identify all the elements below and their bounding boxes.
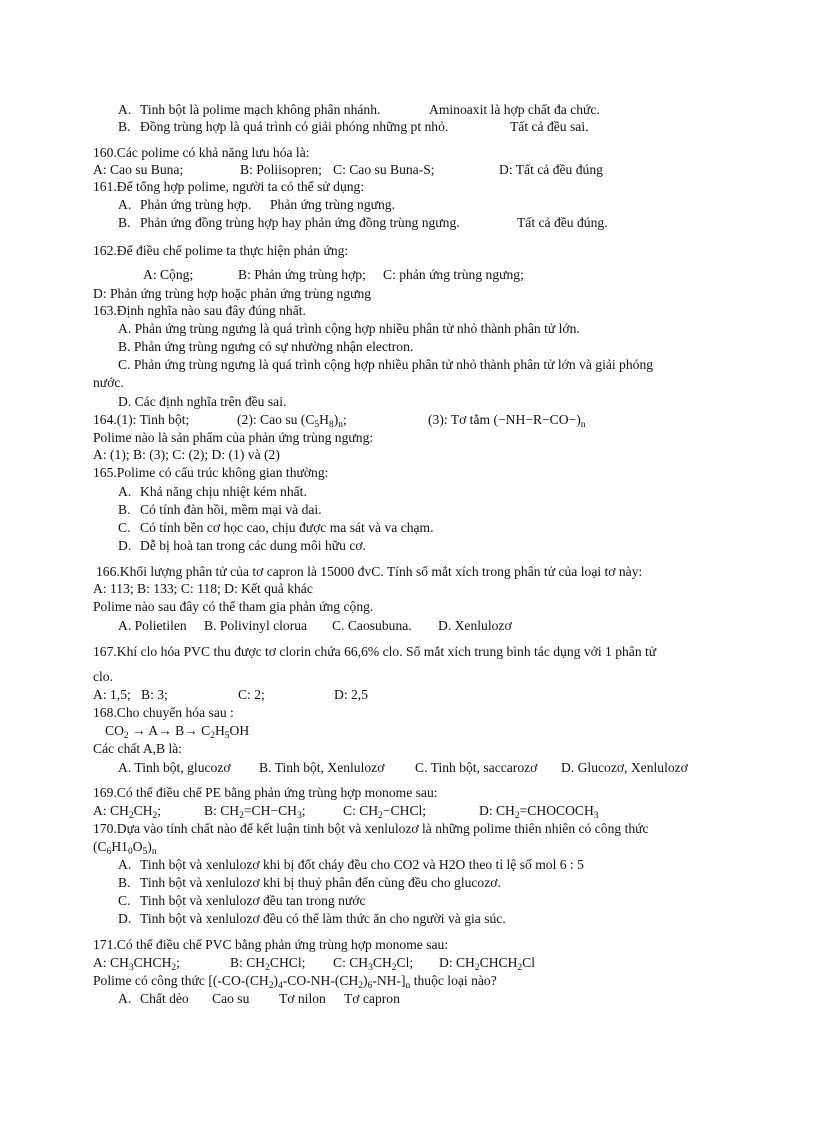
option-a — [93, 955, 180, 971]
text: A: CH — [93, 955, 129, 970]
q171-stem: 171.Có thể điều chế PVC bằng phản ứng trùng hợp monome sau: — [93, 937, 449, 952]
option-c: C: 2; — [238, 687, 265, 702]
text: CH — [133, 803, 153, 818]
option-text: Phản ứng trùng hợp. — [140, 197, 252, 212]
q163-option-d: D. Các định nghĩa trên đều sai. — [118, 394, 287, 409]
option-text: Đồng trùng hợp là quá trình có giải phóng những pt nhỏ. — [140, 119, 449, 134]
q170-stem: 170.Dựa vào tính chất nào để kết luận tinh bột và xenlulozơ là những polime thiên nhiên có công thức — [93, 821, 649, 836]
q164-options: A: (1); B: (3); C: (2); D: (1) và (2) — [93, 447, 280, 462]
option-text: Khả năng chịu nhiệt kém nhất. — [140, 484, 307, 499]
text: ) — [363, 973, 368, 988]
subscript: 6 — [106, 847, 112, 857]
subscript: 2 — [474, 963, 480, 973]
subscript: 8 — [328, 420, 334, 430]
option-letter: C. — [118, 520, 131, 535]
option-d: D: 2,5 — [334, 687, 368, 702]
option-letter: C. — [118, 893, 131, 908]
option-a — [93, 803, 161, 819]
option-text: Tinh bột và xenlulozơ khi bị đốt cháy đều cho CO2 và H2O theo tỉ lệ số mol 6 : 5 — [140, 857, 584, 872]
option-b — [204, 803, 306, 819]
option-letter: A. — [118, 102, 132, 117]
text: (2): Cao su (C — [237, 412, 315, 427]
text: =CHOCOCH — [519, 803, 594, 818]
option-d — [439, 955, 535, 971]
subscript: 4 — [278, 981, 283, 991]
subscript: 3 — [593, 811, 599, 821]
subscript: 3 — [297, 811, 302, 821]
option-a: A: Cao su Buna; — [93, 162, 184, 177]
q166-stem-2: Polime nào sau đây có thể tham gia phản ứng cộng. — [93, 599, 374, 614]
q163-option-c-cont: nước. — [93, 375, 124, 390]
text: H — [319, 412, 329, 427]
option-text: Tinh bột là polime mạch không phân nhánh. — [140, 102, 381, 117]
text: → A→ B→ C — [128, 723, 211, 738]
option-text: Có tính đàn hồi, mềm mại và dai. — [140, 502, 322, 517]
q167-stem: 167.Khí clo hóa PVC thu được tơ clorin chứa 66,6% clo. Số mắt xích trung bình tác dụng với 1 phân tử — [93, 644, 657, 659]
subscript: 5 — [314, 420, 320, 430]
text: ; — [301, 803, 306, 818]
option-b: B: Poliisopren; — [240, 162, 322, 177]
option-c — [333, 955, 413, 971]
option-a: A. Tinh bột, glucozơ — [118, 760, 231, 775]
option-text: Tất cả đều đúng. — [517, 215, 608, 230]
text: Cl — [522, 955, 536, 970]
text: D: CH — [439, 955, 475, 970]
subscript: 6 — [367, 981, 373, 991]
option-b: B. Polivinyl clorua — [204, 618, 308, 633]
option-c: C. Tinh bột, saccarozơ — [415, 760, 538, 775]
item-1: 164.(1): Tinh bột; — [93, 412, 190, 427]
q168-stem: 168.Cho chuyển hóa sau : — [93, 705, 234, 720]
subscript: n — [151, 847, 157, 857]
option-c: C. Caosubuna. — [332, 618, 412, 633]
text: Polime có công thức [(-CO-(CH — [93, 973, 269, 988]
subscript: 2 — [391, 963, 397, 973]
text: ; — [343, 412, 347, 427]
option-letter: B. — [118, 875, 131, 890]
subscript: 2 — [171, 963, 177, 973]
text: ) — [147, 839, 152, 854]
subscript: 2 — [123, 731, 129, 741]
option-text: Tinh bột và xenlulozơ đều tan trong nước — [140, 893, 366, 908]
subscript: n — [580, 420, 586, 430]
text: −CHCl; — [382, 803, 427, 818]
subscript: 0 — [127, 847, 133, 857]
subscript: 2 — [239, 811, 244, 821]
text: =CH−CH — [243, 803, 297, 818]
option-c: Tơ nilon — [279, 991, 326, 1006]
q168-chain — [105, 723, 249, 739]
option-text: Phản ứng đồng trùng hợp hay phản ứng đồng trùng ngưng. — [140, 215, 460, 230]
option-letter: A. — [118, 484, 132, 499]
option-text: Tinh bột và xenlulozơ khi bị thuỷ phân đến cùng đều cho glucozơ. — [140, 875, 501, 890]
text: thuộc loại nào? — [410, 973, 497, 988]
option-text: Tinh bột và xenlulozơ đều có thể làm thức ăn cho người và gia súc. — [140, 911, 506, 926]
text: O — [132, 839, 143, 854]
option-b — [230, 955, 305, 971]
option-d: D. Glucozơ, Xenlulozơ — [561, 760, 688, 775]
text: CO — [105, 723, 124, 738]
text: C: CH — [343, 803, 379, 818]
item-2 — [237, 412, 347, 428]
text: C: CH — [333, 955, 369, 970]
option-letter: D. — [118, 538, 132, 553]
text: -NH-] — [372, 973, 406, 988]
option-letter: B. — [118, 215, 131, 230]
option-b: Cao su — [212, 991, 250, 1006]
text: B: CH — [230, 955, 266, 970]
option-a: A: 1,5; — [93, 687, 131, 702]
text: ; — [157, 803, 162, 818]
option-text: Dễ bị hoà tan trong các dung môi hữu cơ. — [140, 538, 366, 553]
text: OH — [229, 723, 250, 738]
option-d: D. Xenlulozơ — [438, 618, 512, 633]
subscript: 2 — [265, 963, 270, 973]
q169-stem: 169.Có thể điều chế PE bằng phản ứng trùng hợp monome sau: — [93, 785, 438, 800]
subscript: 2 — [210, 731, 215, 741]
q166-options: A: 113; B: 133; C: 118; D: Kết quả khác — [93, 581, 313, 596]
option-text: Có tính bền cơ học cao, chịu được ma sát và va chạm. — [140, 520, 434, 535]
q163-option-c: C. Phản ứng trùng ngưng là quá trình cộng hợp nhiều phân tử nhỏ thành phân tử lớn và giải phóng — [118, 357, 654, 372]
subscript: 3 — [128, 963, 134, 973]
text: (3): Tơ tằm (−NH−R−CO−) — [428, 412, 581, 427]
text: B: CH — [204, 803, 240, 818]
option-b: B: 3; — [141, 687, 168, 702]
q166-stem: 166.Khối lượng phân tử của tơ capron là 15000 đvC. Tính số mắt xích trong phân tử của loại tơ này: — [96, 564, 643, 579]
q162-stem: 162.Để điều chế polime ta thực hiện phản ứng: — [93, 243, 349, 258]
text: ) — [273, 973, 279, 988]
option-letter: B. — [118, 502, 131, 517]
text: CH — [372, 955, 392, 970]
option-letter: A. — [118, 197, 132, 212]
subscript: 2 — [517, 963, 523, 973]
text: A: CH — [93, 803, 129, 818]
option-a: A: Cộng; — [143, 267, 194, 282]
subscript: 2 — [268, 981, 274, 991]
q170-formula — [93, 839, 157, 855]
text: H — [214, 723, 225, 738]
option-c — [343, 803, 426, 819]
text: ; — [176, 955, 180, 970]
option-a: A. Polietilen — [118, 618, 187, 633]
text: -CO-NH-(CH — [282, 973, 359, 988]
q163-option-a: A. Phản ứng trùng ngưng là quá trình cộng hợp nhiều phân tử nhỏ thành phân tử lớn. — [118, 321, 580, 336]
option-letter: B. — [118, 119, 131, 134]
q171-stem-2 — [93, 973, 497, 989]
q167-stem-cont: clo. — [93, 669, 114, 684]
option-text: Phản ứng trùng ngưng. — [270, 197, 395, 212]
subscript: 2 — [514, 811, 520, 821]
subscript: 2 — [358, 981, 364, 991]
q162-option-d: D: Phản ứng trùng hợp hoặc phản ứng trùng ngưng — [93, 286, 372, 301]
text: Cl; — [396, 955, 414, 970]
subscript: 5 — [224, 731, 230, 741]
q163-option-b: B. Phản ứng trùng ngưng có sự nhường nhận electron. — [118, 339, 414, 354]
option-d: Tơ capron — [344, 991, 400, 1006]
option-d — [479, 803, 599, 819]
text: ) — [333, 412, 339, 427]
subscript: 2 — [128, 811, 134, 821]
option-letter: A. — [118, 991, 132, 1006]
text: CHCl; — [269, 955, 306, 970]
subscript: 5 — [142, 847, 148, 857]
text: (C — [93, 839, 107, 854]
option-text: Aminoaxit là hợp chất đa chức. — [429, 102, 600, 117]
text: CHCH — [479, 955, 518, 970]
subscript: 2 — [378, 811, 383, 821]
option-letter: D. — [118, 911, 132, 926]
text: D: CH — [479, 803, 515, 818]
q161-stem: 161.Để tổng hợp polime, người ta có thể sử dụng: — [93, 179, 365, 194]
q163-stem: 163.Định nghĩa nào sau đây đúng nhất. — [93, 303, 306, 318]
item-3 — [428, 412, 586, 428]
subscript: n — [338, 420, 344, 430]
option-b: B: Phản ứng trùng hợp; — [238, 267, 366, 282]
option-letter: A. — [118, 857, 132, 872]
subscript: 3 — [368, 963, 373, 973]
option-c: C: Cao su Buna-S; — [333, 162, 435, 177]
q165-stem: 165.Polime có cấu trúc không gian thường: — [93, 465, 329, 480]
option-d: D: Tất cả đều đúng — [499, 162, 603, 177]
option-text: Tất cả đều sai. — [510, 119, 589, 134]
text: CHCH — [133, 955, 172, 970]
subscript: 2 — [152, 811, 158, 821]
option-b: B. Tinh bột, Xenlulozơ — [259, 760, 385, 775]
q160-stem: 160.Các polime có khả năng lưu hóa là: — [93, 145, 310, 160]
option-a: Chất dẻo — [140, 991, 189, 1006]
q164-stem: Polime nào là sản phẩm của phản ứng trùng ngưng: — [93, 430, 374, 445]
subscript: n — [405, 981, 411, 991]
q168-stem-2: Các chất A,B là: — [93, 741, 183, 756]
option-c: C: phản ứng trùng ngưng; — [383, 267, 524, 282]
text: H1 — [111, 839, 128, 854]
